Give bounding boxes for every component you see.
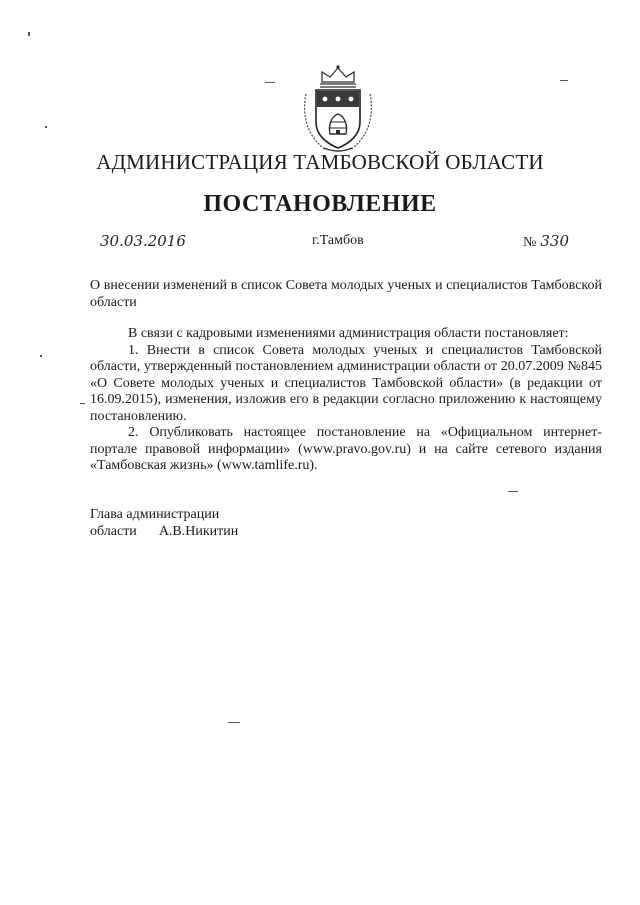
document-date: 30.03.2016: [100, 232, 186, 250]
document-number: [523, 232, 569, 251]
item-2-paragraph: 2. Опубликовать настоящее постановление на «Официальном интернет-портале правовой информации» (www.pravo.gov.ru) и на сайте сетевого издания «Тамбовская жизнь» (www.tamlife.ru).: [90, 425, 602, 473]
preamble-paragraph: В связи с кадровыми изменениями администрация области постановляет:: [128, 326, 569, 341]
document-body: [90, 326, 602, 475]
scan-speck: [45, 126, 47, 128]
scan-speck: [228, 722, 240, 723]
signatory-name: А.В.Никитин: [158, 524, 239, 539]
coat-of-arms-icon: [298, 64, 378, 156]
signatory-position-line2: области: [90, 524, 137, 539]
signature-block: [90, 506, 238, 540]
scan-speck: [265, 82, 275, 83]
document-city: г.Тамбов: [312, 233, 364, 248]
organization-title: АДМИНИСТРАЦИЯ ТАМБОВСКОЙ ОБЛАСТИ: [96, 150, 544, 174]
scan-speck: [560, 80, 568, 81]
document-type: ПОСТАНОВЛЕНИЕ: [203, 191, 437, 217]
scan-speck: [28, 32, 30, 36]
scan-speck: [508, 491, 518, 492]
document-subject: О внесении изменений в список Совета молодых ученых и специалистов Тамбовской области: [90, 278, 602, 310]
item-1-paragraph: 1. Внести в список Совета молодых ученых и специалистов Тамбовской области, утвержденный постановлением администрации области от 20.07.2009 №845 «О Совете молодых ученых и специалистов Тамбовской области» (в редакции от 16.09.2015), изменения, изложив его в редакции согласно приложению к настоящему постановлению.: [90, 342, 602, 424]
number-label: №: [523, 235, 537, 250]
signatory-position-line1: Глава администрации: [90, 507, 220, 522]
number-value: 330: [540, 232, 569, 250]
scan-speck: [40, 355, 42, 357]
scan-speck: [80, 403, 85, 404]
